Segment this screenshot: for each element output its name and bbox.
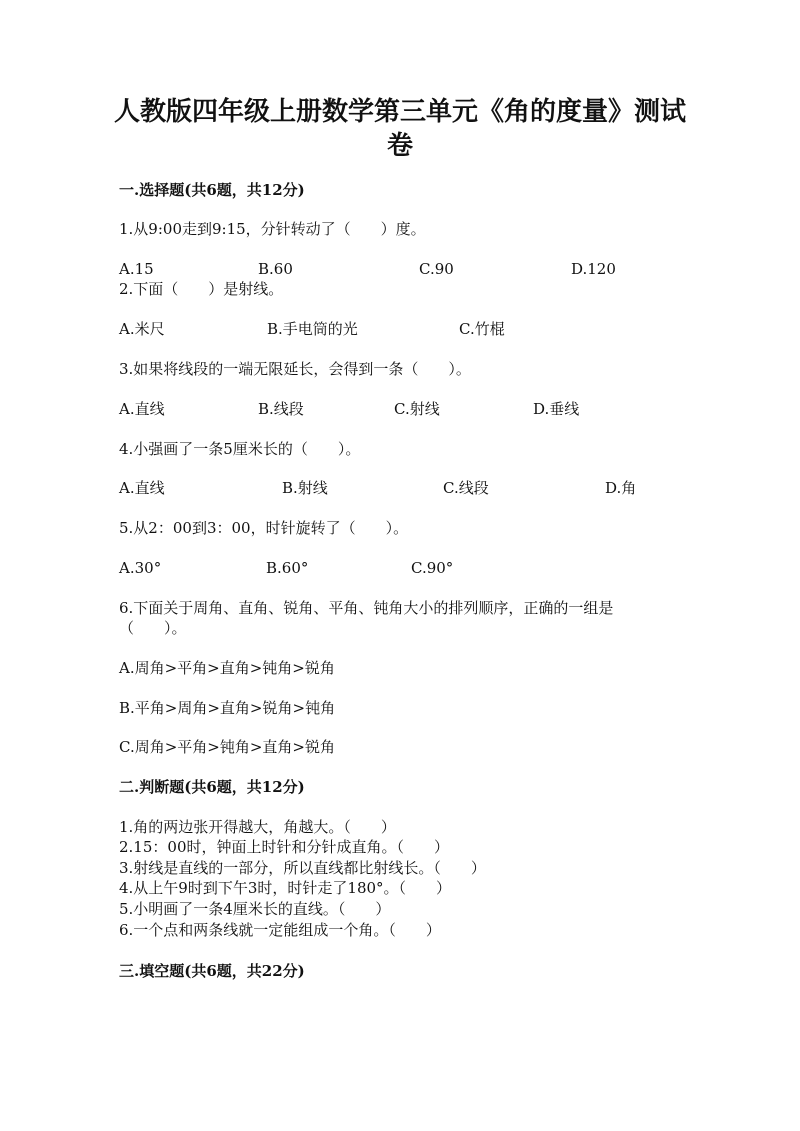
- question-stem-continued: （ ）。: [119, 619, 187, 637]
- section-heading-choice: 一.选择题(共6题，共12分): [119, 181, 305, 199]
- question-stem: 1.从9:00走到9:15，分针转动了（ ）度。: [119, 220, 426, 238]
- section-heading-judge: 二.判断题(共6题，共12分): [119, 778, 305, 796]
- question-stem: 4.小强画了一条5厘米长的（ ）。: [119, 440, 361, 458]
- judge-item: 4.从上午9时到下午3时，时针走了180°。（ ）: [119, 879, 452, 897]
- judge-item: 1.角的两边张开得越大，角越大。（ ）: [119, 818, 396, 836]
- option-a: A.15: [119, 260, 154, 278]
- option-b: B.60°: [266, 559, 309, 577]
- option-b: B.线段: [258, 400, 304, 418]
- judge-item: 3.射线是直线的一部分，所以直线都比射线长。（ ）: [119, 859, 486, 877]
- option-a: A.直线: [119, 479, 165, 497]
- judge-item: 5.小明画了一条4厘米长的直线。（ ）: [119, 900, 391, 918]
- option-c: C.射线: [394, 400, 440, 418]
- option-d: D.角: [605, 479, 637, 497]
- option-d: D.120: [571, 260, 616, 278]
- question-stem: 3.如果将线段的一端无限延长，会得到一条（ ）。: [119, 360, 471, 378]
- option-c: C.竹棍: [459, 320, 505, 338]
- option-b: B.射线: [282, 479, 328, 497]
- section-heading-fill: 三.填空题(共6题，共22分): [119, 962, 305, 980]
- option-c: C.90: [419, 260, 454, 278]
- page-title-line2: 卷: [386, 131, 413, 161]
- option-c: C.周角>平角>钝角>直角>锐角: [119, 738, 335, 756]
- question-stem: 5.从2：00到3：00，时针旋转了（ ）。: [119, 519, 409, 537]
- question-stem: 6.下面关于周角、直角、锐角、平角、钝角大小的排列顺序，正确的一组是: [119, 599, 614, 617]
- option-b: B.60: [258, 260, 293, 278]
- option-a: A.米尺: [119, 320, 165, 338]
- judge-item: 6.一个点和两条线就一定能组成一个角。（ ）: [119, 921, 441, 939]
- option-c: C.90°: [411, 559, 454, 577]
- option-a: A.周角>平角>直角>钝角>锐角: [119, 659, 335, 677]
- option-b: B.手电筒的光: [267, 320, 358, 338]
- option-a: A.直线: [119, 400, 165, 418]
- option-b: B.平角>周角>直角>锐角>钝角: [119, 699, 336, 717]
- option-c: C.线段: [443, 479, 489, 497]
- page-title-line1: 人教版四年级上册数学第三单元《角的度量》测试: [113, 97, 686, 127]
- option-d: D.垂线: [533, 400, 580, 418]
- option-a: A.30°: [119, 559, 162, 577]
- judge-item: 2.15：00时，钟面上时针和分针成直角。（ ）: [119, 838, 449, 856]
- question-stem: 2.下面（ ）是射线。: [119, 280, 284, 298]
